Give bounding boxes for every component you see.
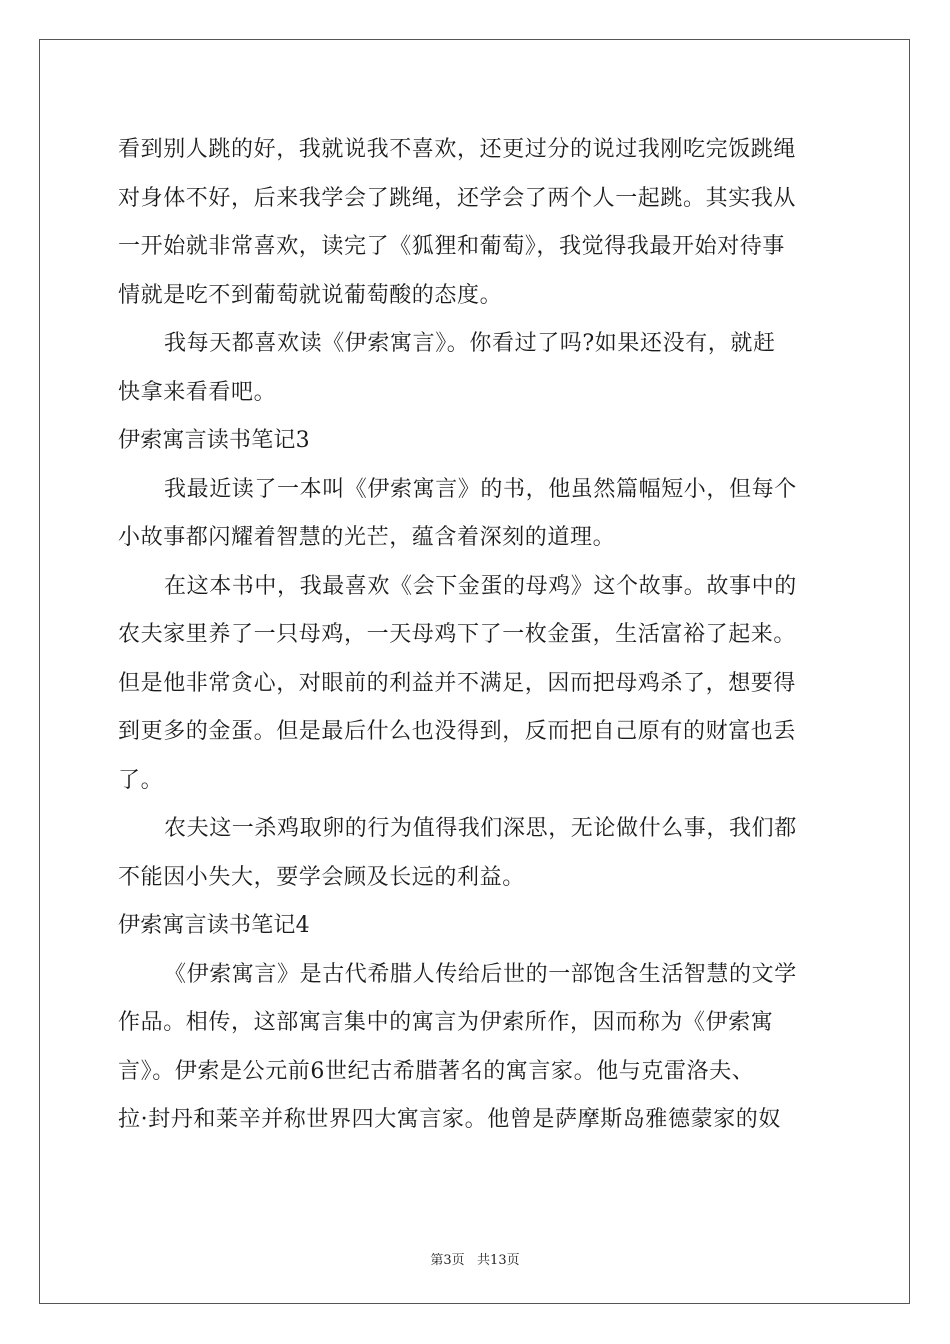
text-line: 言》。伊索是公元前6世纪古希腊著名的寓言家。他与克雷洛夫、 [118, 1058, 755, 1084]
text-line: 一开始就非常喜欢，读完了《狐狸和葡萄》，我觉得我最开始对待事 [118, 234, 786, 259]
paragraph-start-line: 农夫这一杀鸡取卵的行为值得我们深思，无论做什么事，我们都 [164, 816, 797, 841]
page-number-footer: 第3页 共13页 [430, 1253, 520, 1268]
text-line: 看到别人跳的好，我就说我不喜欢，还更过分的说过我刚吃完饭跳绳 [118, 137, 797, 162]
paragraph-start-line: 《伊索寓言》是古代希腊人传给后世的一部饱含生活智慧的文学 [164, 961, 797, 987]
text-line: 到更多的金蛋。但是最后什么也没得到，反而把自己原有的财富也丢 [118, 719, 797, 744]
paragraph-start-line: 在这本书中，我最喜欢《会下金蛋的母鸡》这个故事。故事中的 [164, 573, 797, 599]
text-line: 作品。相传，这部寓言集中的寓言为伊索所作，因而称为《伊索寓 [118, 1010, 774, 1035]
paragraph-start-line: 我最近读了一本叫《伊索寓言》的书，他虽然篇幅短小，但每个 [164, 476, 797, 502]
document-body [118, 126, 834, 1145]
text-line: 小故事都闪耀着智慧的光芒，蕴含着深刻的道理。 [118, 525, 616, 550]
text-line: 农夫家里养了一只母鸡，一天母鸡下了一枚金蛋，生活富裕了起来。 [118, 622, 797, 647]
text-line: 快拿来看看吧。 [118, 379, 277, 405]
text-line: 拉·封丹和莱辛并称世界四大寓言家。他曾是萨摩斯岛雅德蒙家的奴 [118, 1107, 781, 1132]
text-line: 但是他非常贪心，对眼前的利益并不满足，因而把母鸡杀了，想要得 [118, 670, 797, 696]
text-line: 了。 [118, 767, 164, 793]
section-heading: 伊索寓言读书笔记3 [118, 428, 310, 453]
section-heading: 伊索寓言读书笔记4 [118, 913, 310, 938]
paragraph-start-line: 我每天都喜欢读《伊索寓言》。你看过了吗?如果还没有，就赶 [164, 331, 776, 356]
text-line: 对身体不好，后来我学会了跳绳，还学会了两个人一起跳。其实我从 [118, 185, 797, 211]
text-line: 情就是吃不到葡萄就说葡萄酸的态度。 [118, 282, 503, 308]
text-line: 不能因小失大，要学会顾及长远的利益。 [118, 864, 525, 890]
